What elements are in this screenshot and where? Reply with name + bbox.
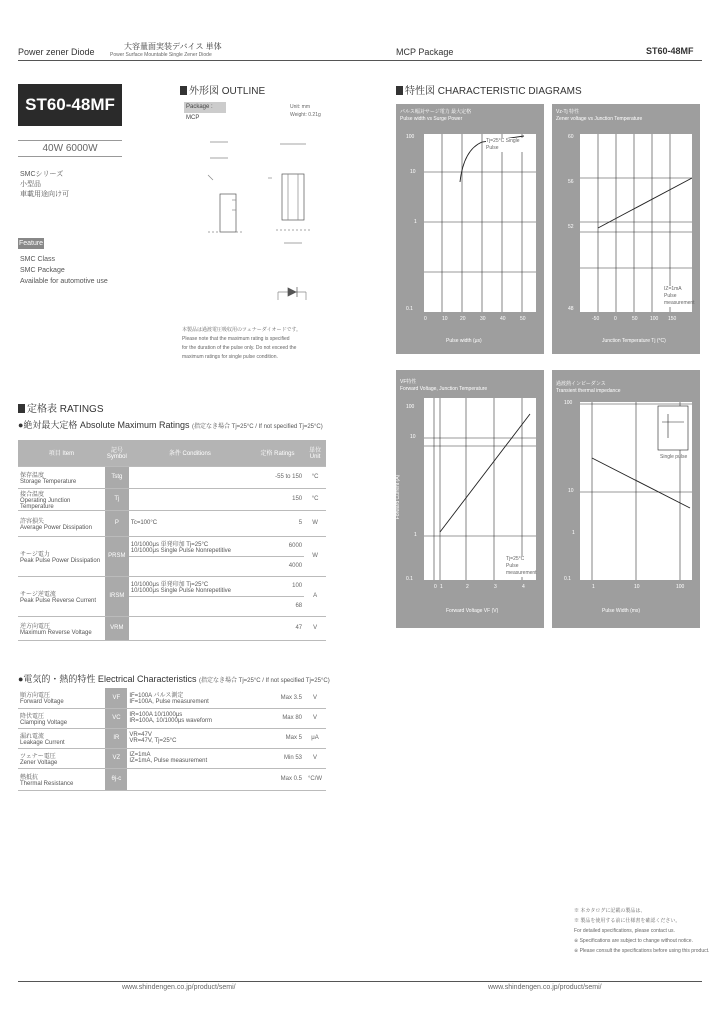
package-name: MCP Package	[396, 47, 454, 57]
table-row: 漏れ電流 Leakage Current IR VR=47V VR=47V, Tj=25°C Max 5 μA	[18, 728, 326, 748]
jp-feature-item: 車載用途向け可	[20, 191, 69, 198]
y-axis-label: Transient Thermal Impedance (°C/W)	[544, 455, 551, 539]
chart-subtitle: Zener voltage vs Junction Temperature	[556, 116, 643, 122]
table-row: サージ逆電流 Peak Pulse Reverse Current IRSM 10/1000μs 単発印加 Tj=25°C 10/1000μs Single Pulse Nonrepetitive 100 A	[18, 576, 326, 596]
chart-title: 過渡熱インピーダンス	[556, 381, 606, 387]
col-item: 項目 Item	[18, 440, 105, 466]
plot-area	[580, 402, 692, 580]
outline-notes	[182, 326, 301, 362]
y-tick-label: 0.1	[406, 576, 413, 582]
abs-max-table	[18, 440, 326, 641]
x-tick-label: 30	[480, 316, 486, 322]
chart-legend: Tj=25°C Pulse measurement	[506, 556, 537, 576]
table-row: サージ電力 Peak Pulse Power Dissipation PRSM 10/1000μs 単発印加 Tj=25°C 10/1000μs Single Pulse Nonrepetitive 6000 W	[18, 536, 326, 556]
x-tick-label: 10	[442, 316, 448, 322]
outline-heading: 外形図 OUTLINE	[180, 82, 265, 97]
x-axis-label: Pulse Width (ms)	[602, 608, 641, 614]
y-tick-label: 10	[410, 434, 416, 440]
abs-max-title: ●絶対最大定格 Absolute Maximum Ratings	[18, 420, 190, 430]
note-line: ※ Please consult the specifications before using this product.	[574, 948, 710, 954]
footer-url-left[interactable]: www.shindengen.co.jp/product/semi/	[122, 984, 236, 991]
x-axis-label: Pulse width (μs)	[446, 338, 482, 344]
table-header-row	[18, 440, 326, 466]
feature-item: SMC Class	[20, 256, 56, 263]
series-line	[598, 178, 692, 228]
chart-title: Vz-Tj 特性	[556, 109, 580, 115]
part-title-box	[18, 84, 122, 126]
chart-subtitle: Forward Voltage, Junction Temperature	[400, 386, 488, 392]
x-tick-label: 20	[460, 316, 466, 322]
table-row: 接合温度 Operating Junction Temperature Tj 150 °C	[18, 488, 326, 510]
y-tick-label: 56	[568, 179, 574, 185]
y-axis-label: Zener Voltage (V)	[546, 207, 553, 247]
elec-condition: (指定なき場合 Tj=25°C / If not specified Tj=25°C)	[198, 678, 330, 684]
table-row: 順方向電圧 Forward Voltage VF IF=100A パルス測定 IF=100A, Pulse measurement Max 3.5 V	[18, 688, 326, 708]
x-tick-label: 150	[668, 316, 677, 322]
y-axis-label: Peak Pulse Power Dissipation (kW)	[370, 187, 377, 267]
y-tick-label: 1	[572, 530, 575, 536]
weight-note: Weight: 0.21g	[290, 112, 321, 118]
note-line: maximum ratings for single pulse condition.	[182, 354, 278, 360]
x-axis-label: Junction Temperature Tj (°C)	[602, 338, 666, 344]
x-tick-label: 10	[634, 584, 640, 590]
product-type: Power zener Diode	[18, 47, 95, 57]
abs-max-condition: (指定なき場合 Tj=25°C / If not specified Tj=25°C)	[192, 424, 323, 430]
x-tick-label: 1	[440, 584, 443, 590]
section-marker-icon	[396, 86, 403, 95]
table-row: 保存温度 Storage Temperature Tstg -55 to 150 °C	[18, 466, 326, 488]
chart-title: パルス幅対サージ電力 最大定格	[400, 109, 472, 115]
part-title: ST60-48MF	[25, 95, 115, 114]
chart-svg	[580, 402, 692, 580]
table-row: 4000	[18, 556, 326, 576]
x-tick-label: 0	[614, 316, 617, 322]
jp-title: 大容量面実装デバイス 単体	[124, 42, 222, 51]
table-row: 許容損失 Average Power Dissipation P Tc=100°C 5 W	[18, 510, 326, 536]
section-marker-icon	[18, 404, 25, 413]
col-ratings: 定格 Ratings	[251, 440, 304, 466]
elec-table	[18, 688, 326, 791]
plot-area	[424, 398, 536, 580]
legend-inset	[658, 406, 688, 450]
chart-legend: Tj=25°C Single Pulse	[486, 138, 526, 152]
note-line: Please note that the maximum rating is specified	[182, 336, 290, 342]
y-tick-label: 10	[568, 488, 574, 494]
x-tick-label: 0	[434, 584, 437, 590]
abs-max-heading	[18, 418, 323, 431]
note-line: ※ 本カタログに記載の製品は、	[574, 908, 646, 914]
chart-legend: Single pulse	[660, 454, 688, 460]
x-tick-label: 3	[494, 584, 497, 590]
jp-feature-item: 小型品	[20, 181, 41, 188]
table-row: ツェナー電圧 Zener Voltage VZ IZ=1mA IZ=1mA, Pulse measurement Min 53 V	[18, 748, 326, 768]
outline-drawing	[180, 120, 330, 320]
header-part-number: ST60-48MF	[646, 46, 694, 56]
y-tick-label: 0.1	[406, 306, 413, 312]
chart-title: VF特性	[400, 379, 417, 385]
col-conditions: 条件 Conditions	[129, 440, 251, 466]
chart-panel-zener-temp	[546, 104, 700, 354]
table-row: 逆方向電圧 Maximum Reverse Voltage VRM 47 V	[18, 616, 326, 640]
y-tick-label: 100	[406, 404, 415, 410]
diagrams-heading: 特性図 CHARACTERISTIC DIAGRAMS	[396, 82, 582, 97]
y-tick-label: 52	[568, 224, 574, 230]
package-label: Package : MCP	[184, 102, 226, 113]
x-tick-label: 100	[650, 316, 659, 322]
feature-list	[20, 254, 108, 287]
x-tick-label: 2	[466, 584, 469, 590]
chart-legend: IZ=1mA Pulse measurement	[664, 286, 695, 306]
power-rating-line: 40W 6000W	[18, 140, 122, 157]
feature-item: SMC Package	[20, 267, 65, 274]
x-tick-label: 1	[592, 584, 595, 590]
x-tick-label: -50	[592, 316, 600, 322]
footer-url-right[interactable]: www.shindengen.co.jp/product/semi/	[488, 984, 602, 991]
header-rule	[18, 60, 702, 61]
jp-subtitle: Power Surface Mountable Single Zener Diode	[110, 52, 212, 58]
x-tick-label: 40	[500, 316, 506, 322]
series-line	[440, 414, 530, 532]
jp-feature-item: SMCシリーズ	[20, 171, 64, 178]
y-tick-label: 1	[414, 532, 417, 538]
x-tick-label: 50	[632, 316, 638, 322]
col-unit: 単位 Unit	[304, 440, 326, 466]
feature-item: Available for automotive use	[20, 278, 108, 285]
table-row: 降伏電圧 Clamping Voltage VC IR=100A 10/1000μs IR=100A, 10/1000μs waveform Max 80 V	[18, 708, 326, 728]
y-tick-label: 1	[414, 219, 417, 225]
table-row: 68	[18, 596, 326, 616]
x-tick-label: 100	[676, 584, 685, 590]
elec-heading	[18, 672, 330, 685]
feature-title: Feature	[18, 240, 44, 247]
y-tick-label: 60	[568, 134, 574, 140]
right-notes	[574, 906, 709, 956]
series-line	[592, 458, 690, 508]
x-tick-label: 50	[520, 316, 526, 322]
col-symbol: 記号 Symbol	[105, 440, 129, 466]
unit-note: Unit: mm	[290, 104, 310, 110]
chart-panel-forward-voltage	[396, 370, 544, 628]
chart-panel-thermal-impedance	[544, 370, 700, 628]
x-axis-label: Forward Voltage VF (V)	[446, 608, 499, 614]
note-line: for the duration of the pulse only. Do not exceed the	[182, 345, 297, 351]
y-tick-label: 100	[564, 400, 573, 406]
jp-feature-list	[20, 170, 69, 200]
chart-panel-surge-power	[370, 104, 544, 354]
chart-svg	[424, 134, 536, 312]
y-tick-label: 100	[406, 134, 415, 140]
footer-rule	[18, 981, 702, 982]
y-tick-label: 10	[410, 169, 416, 175]
note-line: 本製品は過渡電圧吸収用のツェナーダイオードです。	[182, 327, 302, 333]
section-marker-icon	[180, 86, 187, 95]
ratings-heading: 定格表 RATINGS	[18, 400, 103, 415]
plot-area	[424, 134, 536, 312]
table-row: 熱抵抗 Thermal Resistance θj-c Max 0.5 °C/W	[18, 768, 326, 790]
y-axis-label: Forward Current (A)	[395, 474, 402, 520]
x-tick-label: 0	[424, 316, 427, 322]
y-tick-label: 0.1	[564, 576, 571, 582]
chart-svg	[424, 398, 536, 580]
note-line: For detailed specifications, please contact us.	[574, 928, 675, 934]
x-tick-label: 4	[522, 584, 525, 590]
elec-title: ●電気的・熱的特性 Electrical Characteristics	[18, 674, 197, 684]
chart-subtitle: Transient thermal impedance	[556, 388, 621, 394]
y-tick-label: 48	[568, 306, 574, 312]
chart-subtitle: Pulse width vs Surge Power	[400, 116, 463, 122]
note-line: ※ Specifications are subject to change without notice.	[574, 938, 693, 944]
note-line: ※ 製品を使用する前に仕様書を確認ください。	[574, 918, 681, 924]
